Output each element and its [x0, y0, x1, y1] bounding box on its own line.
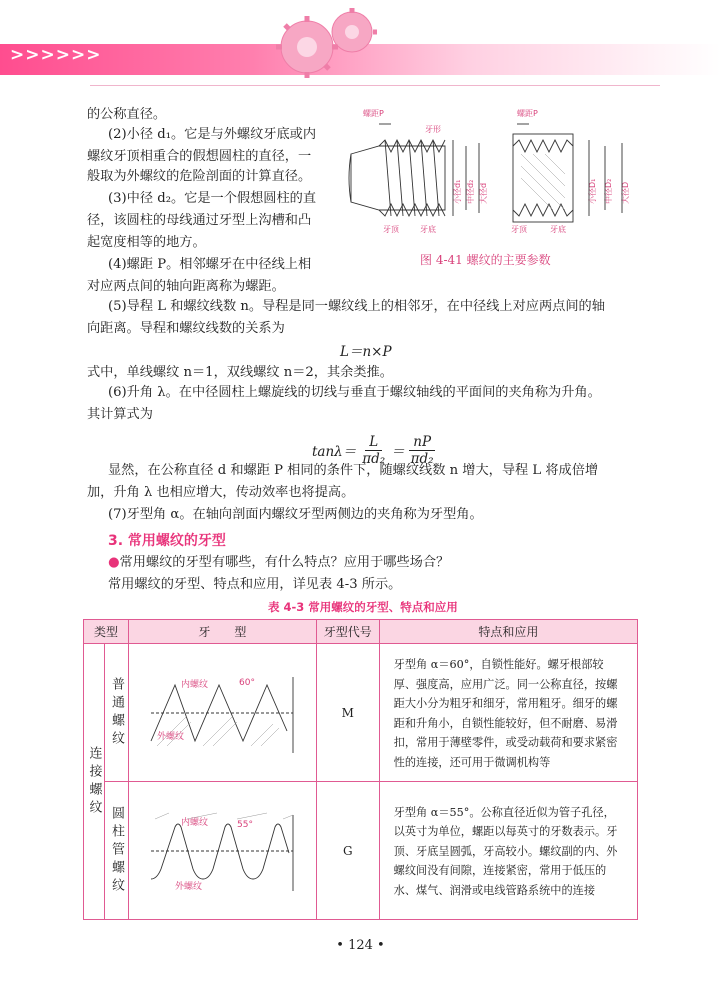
inner-thread-label: 内螺纹	[181, 679, 209, 690]
inner-thread-label: 内螺纹	[181, 817, 209, 828]
thread-parameters-figure	[345, 106, 655, 241]
paragraph: 显然，在公称直径 d 和螺距 P 相同的条件下，随螺纹线数 n 增大，导程 L 将成倍增	[108, 463, 599, 478]
header-code: 牙型代号	[316, 620, 379, 644]
paragraph: 的公称直径。	[87, 107, 167, 122]
paragraph: (4)螺距 P。相邻螺牙在中径线上相	[108, 257, 312, 272]
outer-thread-label: 外螺纹	[157, 731, 185, 742]
paragraph: (3)中径 d₂。它是一个假想圆柱的直	[108, 191, 317, 206]
table-header-row	[84, 620, 638, 644]
fig-label-d-left: 大径d	[479, 182, 488, 204]
paragraph: 般取为外螺纹的危险剖面的计算直径。	[87, 169, 312, 184]
subtype-label: 圆柱管螺纹	[108, 805, 124, 896]
numerator: nP	[409, 434, 435, 451]
paragraph: 径，该圆柱的母线通过牙型上沟槽和凸	[87, 213, 312, 228]
paragraph: 其计算式为	[87, 407, 153, 422]
fig-label-pitch-right: 螺距P	[517, 109, 538, 118]
paragraph: 起宽度相等的地方。	[87, 235, 206, 250]
table-title: 表 4-3 常用螺纹的牙型、特点和应用	[268, 600, 458, 614]
code-cell: M	[316, 644, 379, 782]
numerator: L	[365, 434, 382, 451]
outer-thread-label: 外螺纹	[175, 881, 203, 892]
header-chevrons: >>>>>>	[10, 45, 102, 65]
table-row	[84, 644, 638, 782]
paragraph: (2)小径 d₁。它是与外螺纹牙底或内	[108, 127, 317, 142]
bullet-question-text: 常用螺纹的牙型有哪些，有什么特点？应用于哪些场合？	[119, 555, 450, 570]
paragraph: 对应两点间的轴向距离称为螺距。	[87, 279, 285, 294]
header-features: 特点和应用	[379, 620, 637, 644]
subtype-cell	[104, 644, 128, 782]
fig-label-root-right: 牙底	[550, 225, 566, 234]
group-cell	[84, 644, 105, 920]
table-row	[84, 782, 638, 920]
header-type: 类型	[84, 620, 129, 644]
paragraph: (6)升角 λ。在中径圆柱上螺旋线的切线与垂直于螺纹轴线的平面间的夹角称为升角。	[108, 385, 601, 400]
code-cell: G	[316, 782, 379, 920]
fig-label-profile: 牙形	[425, 125, 441, 134]
fig-label-crest-left: 牙顶	[383, 225, 399, 234]
features-cell: 牙型角 α＝55°。公称直径近似为管子孔径，以英寸为单位，螺距以每英寸的牙数表示。牙顶、牙底呈圆弧，牙高较小。螺纹副的内、外螺纹间没有间隙，连接紧密，常用于低压的水、煤气、润滑或电线管路系统中的连接	[379, 782, 637, 920]
fig-label-d-right: 大径D	[621, 181, 630, 204]
header-rule	[90, 85, 660, 86]
formula-lead: L＝n×P	[340, 344, 392, 360]
denominator: πd₂	[410, 450, 434, 467]
paragraph: 向距离。导程和螺纹线数的关系为	[87, 321, 285, 336]
pipe-thread-profile-diagram	[147, 809, 297, 893]
group-label: 连接螺纹	[86, 745, 102, 818]
paragraph: (7)牙型角 α。在轴向剖面内螺纹牙型两侧边的夹角称为牙型角。	[108, 507, 483, 522]
section-heading: 3. 常用螺纹的牙型	[108, 533, 226, 549]
subtype-cell	[104, 782, 128, 920]
fig-label-d2-left: 中径d₂	[466, 179, 475, 204]
paragraph: 加，升角 λ 也相应增大，传动效率也将提高。	[87, 485, 355, 500]
thread-types-table	[83, 619, 638, 920]
fig-label-d2-right: 中径D₂	[604, 178, 613, 204]
header-profile: 牙 型	[128, 620, 316, 644]
equals-sign: ＝	[391, 444, 405, 460]
paragraph: (5)导程 L 和螺纹线数 n。导程是同一螺纹线上的相邻牙，在中径线上对应两点间的轴	[108, 299, 605, 314]
fig-label-d1-right: 小径D₁	[588, 178, 597, 204]
paragraph: 式中，单线螺纹 n＝1，双线螺纹 n＝2，其余类推。	[87, 365, 393, 380]
fig-label-d1-left: 小径d₁	[453, 179, 462, 204]
bullet-dot-icon: ●	[108, 555, 120, 570]
angle-label: 55°	[237, 819, 254, 830]
page-number: • 124 •	[336, 938, 385, 953]
features-cell: 牙型角 α＝60°，自锁性能好。螺牙根部较厚、强度高，应用广泛。同一公称直径，按螺距大小分为粗牙和细牙，常用粗牙。细牙的螺距和升角小，自锁性能较好，但不耐磨、易滑扣，常用于薄壁零件，或受动载荷和要求紧密性的连接，还可用于微调机构等	[379, 644, 637, 782]
fig-label-pitch-left: 螺距P	[363, 109, 384, 118]
angle-label: 60°	[239, 677, 256, 688]
paragraph: 螺纹牙顶相重合的假想圆柱的直径，一	[87, 149, 312, 164]
paragraph: 常用螺纹的牙型、特点和应用，详见表 4-3 所示。	[108, 577, 402, 592]
denominator: πd₂	[362, 450, 386, 467]
metric-thread-profile-diagram	[147, 671, 297, 755]
profile-cell	[128, 644, 316, 782]
profile-cell	[128, 782, 316, 920]
gear-decoration-icon	[262, 2, 387, 82]
figure-caption: 图 4-41 螺纹的主要参数	[420, 253, 551, 267]
subtype-label: 普通螺纹	[108, 676, 124, 749]
bullet-question	[108, 552, 449, 573]
fig-label-crest-right: 牙顶	[511, 225, 527, 234]
fig-label-root-left: 牙底	[420, 225, 436, 234]
formula-lhs: tanλ＝	[312, 444, 357, 460]
